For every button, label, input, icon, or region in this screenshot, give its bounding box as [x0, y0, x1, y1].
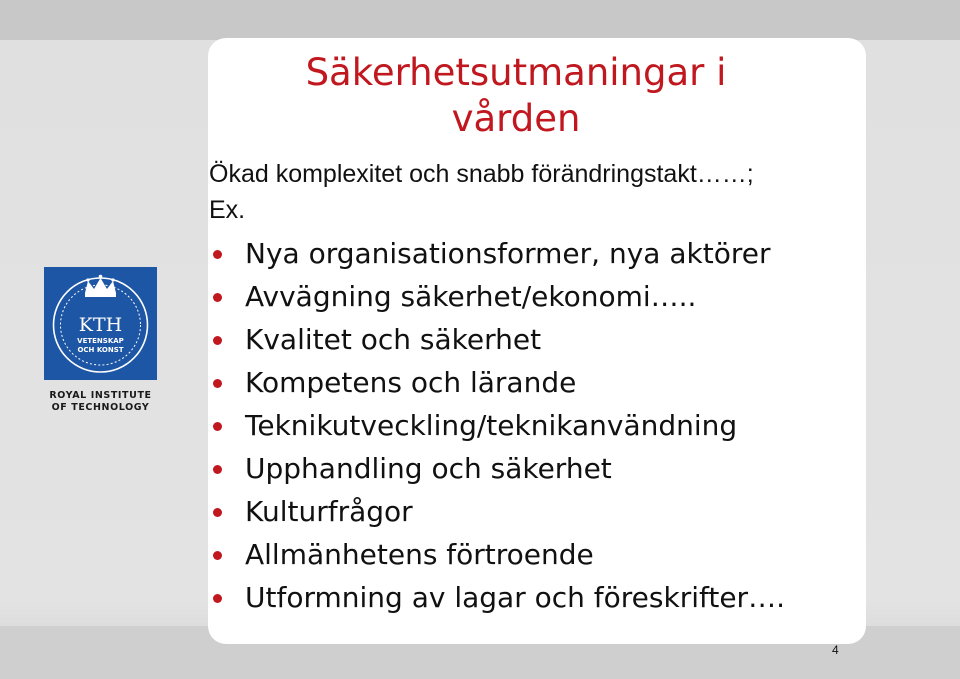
list-item-text: Kompetens och lärande [245, 366, 577, 399]
bullet-icon [213, 293, 222, 302]
bullet-icon [213, 594, 222, 603]
list-item-text: Avvägning säkerhet/ekonomi….. [245, 280, 697, 313]
kth-logo [44, 267, 157, 380]
list-item-text: Utformning av lagar och föreskrifter…. [245, 581, 785, 614]
slide-title: Säkerhetsutmaningar i vården [305, 51, 727, 140]
emblem-sub1: VETENSKAP [77, 337, 124, 345]
list-item-text: Allmänhetens förtroende [245, 538, 594, 571]
bullet-list [209, 232, 785, 619]
list-item-text: Kvalitet och säkerhet [245, 323, 542, 356]
list-item [209, 275, 785, 318]
bullet-icon [213, 336, 222, 345]
logo-caption-line: OF TECHNOLOGY [51, 402, 150, 413]
list-item [209, 490, 785, 533]
bullet-icon [213, 250, 222, 259]
list-item [209, 232, 785, 275]
page-number: 4 [832, 643, 839, 657]
list-item-text: Kulturfrågor [245, 495, 413, 528]
logo-caption [44, 390, 157, 414]
intro-line: Ökad komplexitet och snabb förändringstakt……; [209, 160, 754, 188]
list-item [209, 447, 785, 490]
kth-emblem-icon [44, 267, 157, 380]
bullet-icon [213, 465, 222, 474]
bullet-icon [213, 508, 222, 517]
list-item [209, 404, 785, 447]
list-item [209, 361, 785, 404]
list-item [209, 533, 785, 576]
list-item [209, 318, 785, 361]
emblem-sub2: OCH KONST [77, 346, 124, 354]
list-item-text: Teknikutveckling/teknikanvändning [245, 409, 738, 442]
bullet-icon [213, 379, 222, 388]
intro-text [209, 156, 849, 228]
emblem-text: KTH [78, 314, 123, 336]
list-item-text: Nya organisationsformer, nya aktörer [245, 237, 771, 270]
list-item-text: Upphandling och säkerhet [245, 452, 612, 485]
bullet-icon [213, 422, 222, 431]
intro-example-label: Ex. [209, 196, 246, 224]
list-item [209, 576, 785, 619]
top-band [0, 0, 960, 40]
bullet-icon [213, 551, 222, 560]
logo-caption-line: ROYAL INSTITUTE [49, 390, 152, 401]
